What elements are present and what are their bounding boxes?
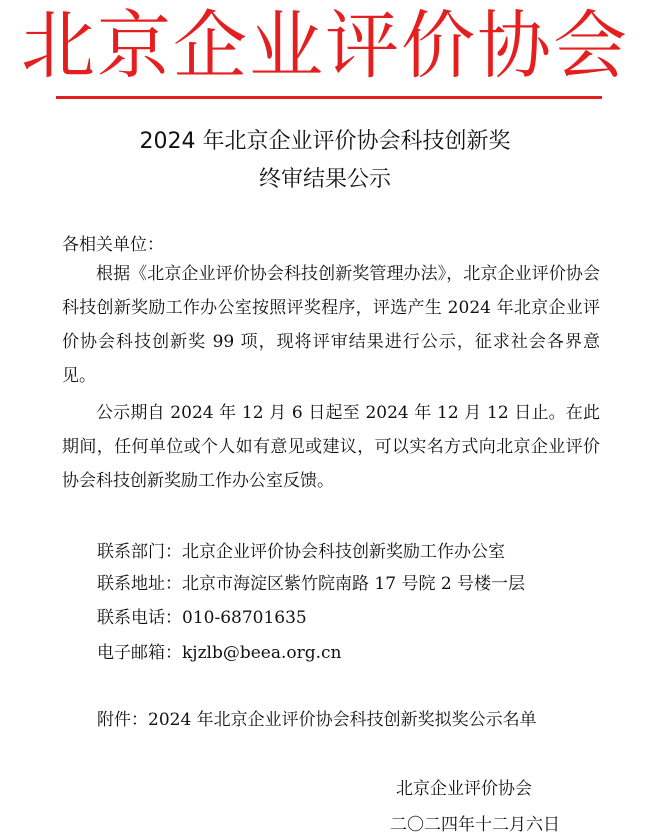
contact-email: 电子邮箱：kjzlb@beea.org.cn (97, 643, 342, 663)
salutation: 各相关单位： (62, 235, 164, 255)
document-title-line2: 终审结果公示 (258, 167, 391, 192)
masthead-org-name: 北京企业评价协会 (21, 3, 629, 89)
masthead-divider (56, 96, 602, 99)
body-paragraph-2: 公示期自 2024 年 12 月 6 日起至 2024 年 12 月 12 日止。在此期间，任何单位或个人如有意见或建议，可以实名方式向北京企业评价协会科技创新奖励工作办公室反馈。 (62, 403, 600, 491)
contact-department: 联系部门：北京企业评价协会科技创新奖励工作办公室 (97, 542, 505, 562)
contact-phone: 联系电话：010-68701635 (97, 608, 307, 628)
body-paragraph-1: 根据《北京企业评价协会科技创新奖管理办法》，北京企业评价协会科技创新奖励工作办公室按照评奖程序，评选产生 2024 年北京企业评价协会科技创新奖 99 项，现将评审结果进行公示，征求社会各界意见。 (62, 264, 600, 386)
signature-org: 北京企业评价协会 (396, 779, 532, 799)
attachment-note: 附件：2024 年北京企业评价协会科技创新奖拟奖公示名单 (97, 710, 537, 730)
signature-date: 二〇二四年十二月六日 (390, 815, 560, 835)
contact-address: 联系地址：北京市海淀区紫竹院南路 17 号院 2 号楼一层 (97, 574, 526, 594)
document-title-line1: 2024 年北京企业评价协会科技创新奖 (139, 129, 511, 154)
